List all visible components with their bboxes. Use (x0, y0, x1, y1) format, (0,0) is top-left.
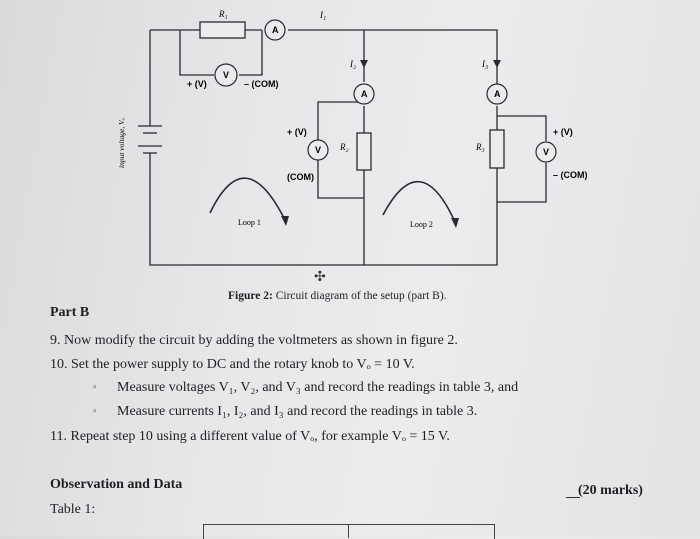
ammeter-3-label: A (494, 89, 501, 99)
label-r1: R₁ (219, 9, 228, 19)
marks-underline (566, 497, 580, 498)
label-com-3: – (COM) (553, 170, 588, 180)
loop1-arrowhead (281, 216, 289, 226)
loop2-arc (383, 182, 455, 222)
wire-v3-bot (497, 163, 546, 202)
battery-symbol (138, 120, 162, 158)
loop1-arc (210, 178, 285, 220)
ammeter-2-label: A (361, 89, 368, 99)
caption-text: Circuit diagram of the setup (part B). (272, 290, 447, 302)
table-top-border (203, 524, 495, 539)
resistor-r2 (357, 133, 371, 170)
resistor-r3 (490, 130, 504, 168)
cursor-move-icon: ✣ (314, 268, 326, 284)
label-i3: I₃ (482, 59, 489, 69)
bullet-icon: ▫ (93, 406, 97, 417)
label-input-voltage: input voltage, Vₒ (117, 118, 126, 168)
wire-left-bottom (150, 158, 497, 265)
voltmeter-2-label: V (315, 145, 322, 155)
marks-label: (20 marks) (578, 483, 643, 498)
label-r2: R₂ (340, 142, 349, 152)
wire-top-c (288, 30, 497, 84)
part-title: Part B (50, 305, 90, 320)
step-10: 10. Set the power supply to DC and the rotary knob to Vₒ = 10 V. (50, 357, 415, 372)
loop2-arrowhead (451, 218, 459, 228)
label-i1: I₁ (320, 10, 327, 20)
ammeter-1-label: A (272, 25, 279, 35)
figure-caption (228, 290, 447, 302)
arrow-i2 (360, 60, 368, 68)
step-9: 9. Now modify the circuit by adding the voltmeters as shown in figure 2. (50, 333, 458, 348)
resistor-r1 (200, 22, 245, 38)
label-i2: I₂ (350, 59, 357, 69)
bullet-1: Measure voltages V₁, V₂, and V₃ and record the readings in table 3, and (117, 380, 519, 395)
label-v-plus-1: + (V) (187, 79, 207, 89)
label-v-plus-3: + (V) (553, 127, 573, 137)
label-com-1: – (COM) (244, 79, 279, 89)
label-v-plus-2: + (V) (287, 127, 307, 137)
voltmeter-1-label: V (223, 70, 230, 80)
table-label: Table 1: (50, 502, 96, 517)
observation-heading: Observation and Data (50, 477, 183, 492)
caption-bold: Figure 2: (228, 290, 273, 302)
label-r3: R₃ (476, 142, 485, 152)
label-loop1: Loop 1 (238, 218, 261, 227)
voltmeter-3-label: V (543, 147, 550, 157)
label-loop2: Loop 2 (410, 220, 433, 229)
label-com-2: (COM) (287, 172, 314, 182)
bullet-2: Measure currents I₁, I₂, and I₃ and record the readings in table 3. (117, 404, 478, 419)
bullet-icon: ▫ (93, 382, 97, 393)
step-11: 11. Repeat step 10 using a different value of Vₒ, for example Vₒ = 15 V. (50, 429, 450, 444)
arrow-i3 (493, 60, 501, 68)
